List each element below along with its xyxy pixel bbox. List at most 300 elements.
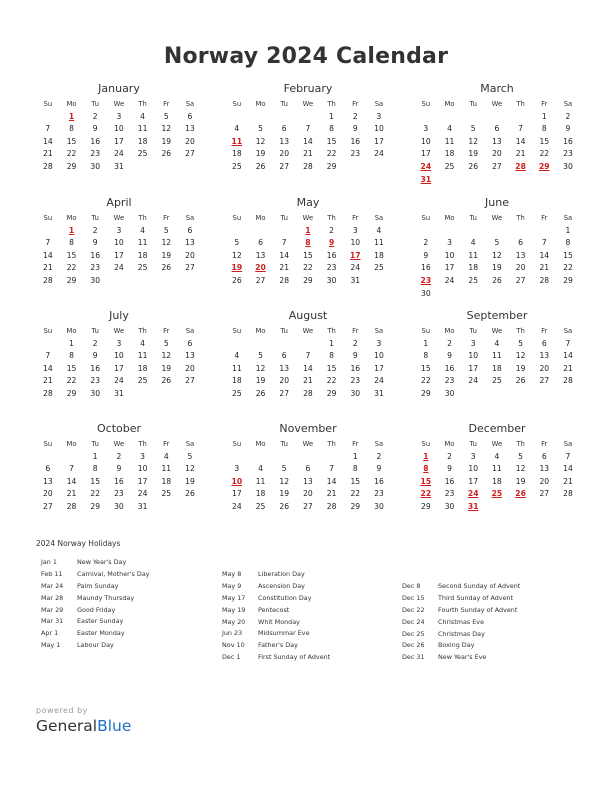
day: 8	[565, 238, 571, 248]
day: 21	[303, 376, 313, 386]
day: 3	[447, 238, 452, 248]
day: 21	[43, 149, 53, 159]
weekday-header: Fr	[541, 327, 548, 335]
weekday-header: We	[113, 100, 125, 108]
day: 8	[69, 238, 74, 248]
day: 17	[114, 250, 124, 260]
weekday-header: Fr	[163, 327, 170, 335]
month-name: September	[466, 309, 528, 322]
day: 30	[326, 275, 337, 285]
weekday-header: Th	[516, 100, 525, 108]
weekday-header: Fr	[163, 100, 170, 108]
day: 13	[43, 476, 53, 486]
day: 27	[515, 275, 526, 285]
holiday-date: Apr 1	[41, 629, 59, 638]
day: 4	[447, 124, 452, 134]
month-name: December	[468, 422, 526, 435]
day: 12	[515, 464, 526, 474]
day: 4	[140, 338, 146, 348]
day: 11	[444, 136, 455, 146]
day: 15	[563, 250, 573, 260]
day: 18	[161, 476, 172, 486]
day: 21	[563, 476, 573, 486]
day: 23	[326, 263, 337, 273]
day: 29	[66, 161, 77, 171]
holiday-row	[402, 605, 592, 617]
day: 9	[92, 124, 98, 134]
day: 15	[90, 476, 101, 486]
day: 2	[447, 338, 452, 348]
day: 9	[92, 238, 98, 248]
holiday-name: Constitution Day	[258, 593, 312, 602]
day: 27	[303, 501, 313, 511]
weekday-header: Tu	[469, 440, 477, 448]
month-name: February	[283, 82, 333, 95]
weekday-header: Mo	[255, 214, 266, 222]
day: 15	[350, 476, 361, 486]
day: 11	[468, 250, 479, 260]
generalblue-logo[interactable]	[36, 717, 131, 735]
day: 13	[279, 136, 290, 146]
weekday-header: Fr	[163, 440, 170, 448]
holiday-row	[402, 617, 592, 629]
day: 29	[350, 501, 361, 511]
day: 26	[515, 376, 526, 386]
day: 11	[492, 464, 502, 474]
day: 3	[352, 225, 358, 235]
day: 11	[492, 351, 502, 361]
month-name: November	[279, 422, 337, 435]
day: 11	[137, 238, 148, 248]
holiday-day: 25	[491, 489, 503, 499]
holiday-date: Dec 15	[402, 593, 425, 602]
day: 7	[45, 351, 51, 361]
day: 2	[329, 225, 335, 235]
day: 28	[66, 501, 77, 511]
day: 20	[515, 263, 526, 273]
holiday-date: May 8	[222, 570, 242, 578]
weekday-header: Su	[43, 327, 53, 335]
weekday-header: Mo	[444, 214, 455, 222]
empty-day	[532, 225, 556, 238]
day: 11	[137, 351, 148, 361]
empty-day	[225, 451, 249, 464]
holiday-date: Nov 10	[222, 641, 245, 650]
day: 24	[468, 376, 479, 386]
day: 26	[232, 275, 242, 285]
empty-day	[36, 338, 60, 351]
day: 20	[43, 489, 53, 499]
day: 27	[539, 376, 550, 386]
day: 18	[255, 489, 266, 499]
day: 16	[421, 263, 431, 273]
holidays-title: 2024 Norway Holidays	[36, 539, 121, 548]
day: 5	[281, 464, 287, 474]
weekday-header: Sa	[563, 327, 573, 335]
day: 6	[494, 124, 500, 134]
day: 17	[374, 363, 384, 373]
day: 12	[255, 136, 266, 146]
day: 8	[541, 124, 547, 134]
day: 1	[69, 338, 74, 348]
day: 27	[492, 161, 502, 171]
day: 19	[255, 149, 266, 159]
day: 7	[281, 238, 287, 248]
holiday-name: Midsummar Eve	[258, 629, 310, 638]
day: 11	[137, 124, 148, 134]
empty-day	[225, 225, 249, 238]
day: 29	[303, 275, 313, 285]
holiday-day: 10	[231, 476, 243, 486]
day: 10	[137, 464, 148, 474]
empty-day	[36, 225, 60, 238]
day: 25	[232, 161, 242, 171]
day: 23	[444, 376, 455, 386]
holiday-name: First Sunday of Advent	[258, 653, 331, 662]
holiday-name: Father's Day	[258, 641, 298, 650]
day: 18	[492, 363, 502, 373]
weekday-header: We	[113, 440, 125, 448]
holiday-date: Dec 22	[402, 605, 425, 614]
day: 31	[137, 501, 148, 511]
holiday-row	[222, 652, 412, 664]
day: 15	[421, 363, 431, 373]
day: 3	[376, 338, 382, 348]
day: 15	[539, 136, 550, 146]
weekday-header: Sa	[185, 214, 195, 222]
day: 20	[185, 250, 195, 260]
day: 2	[352, 111, 358, 121]
day: 2	[352, 338, 358, 348]
holiday-name: Easter Monday	[77, 629, 125, 638]
day: 23	[350, 149, 361, 159]
day: 29	[66, 275, 77, 285]
weekday-header: Mo	[444, 327, 455, 335]
holiday-row	[402, 581, 592, 593]
holiday-day: 17	[349, 250, 361, 260]
weekday-header: Tu	[91, 327, 99, 335]
day: 14	[279, 250, 290, 260]
day: 4	[234, 124, 240, 134]
day: 28	[43, 161, 53, 171]
day: 2	[376, 451, 382, 461]
day: 5	[494, 238, 500, 248]
day: 3	[140, 451, 146, 461]
holiday-day: 1	[68, 111, 75, 121]
holiday-day: 8	[423, 464, 429, 474]
day: 16	[374, 476, 384, 486]
month-name: April	[106, 196, 132, 209]
day: 5	[163, 111, 169, 121]
day: 19	[515, 363, 526, 373]
weekday-header: We	[302, 100, 314, 108]
holiday-day: 31	[420, 174, 432, 184]
weekday-header: Tu	[280, 214, 288, 222]
weekday-header: Tu	[91, 440, 99, 448]
weekday-header: Su	[43, 440, 53, 448]
day: 16	[114, 476, 124, 486]
day: 19	[255, 376, 266, 386]
day: 29	[421, 388, 431, 398]
month-january	[36, 82, 202, 174]
day: 15	[326, 363, 337, 373]
day: 4	[163, 451, 169, 461]
day: 2	[423, 238, 429, 248]
day: 20	[539, 363, 550, 373]
holiday-date: Mar 28	[41, 593, 64, 602]
day: 16	[444, 476, 455, 486]
day: 27	[185, 263, 195, 273]
day: 6	[187, 111, 193, 121]
day: 6	[45, 464, 51, 474]
day: 4	[470, 238, 476, 248]
day: 3	[470, 338, 476, 348]
day: 31	[114, 388, 124, 398]
day: 5	[518, 451, 524, 461]
weekday-header: Th	[516, 214, 525, 222]
weekday-header: Th	[516, 440, 525, 448]
holiday-row	[41, 616, 231, 628]
holiday-day: 26	[515, 489, 526, 499]
day: 25	[161, 489, 172, 499]
weekday-header: Tu	[469, 327, 477, 335]
day: 9	[423, 250, 429, 260]
day: 18	[137, 136, 148, 146]
day: 2	[92, 111, 98, 121]
day: 28	[43, 388, 53, 398]
month-april	[36, 196, 202, 288]
weekday-header: Sa	[185, 440, 195, 448]
holiday-row	[41, 628, 231, 640]
day: 22	[90, 489, 101, 499]
day: 14	[66, 476, 77, 486]
day: 29	[326, 388, 337, 398]
empty-day	[296, 451, 320, 464]
month-november	[225, 422, 391, 514]
empty-day	[272, 111, 296, 124]
day: 13	[279, 363, 290, 373]
day: 23	[114, 489, 124, 499]
empty-day	[296, 111, 320, 124]
day: 20	[492, 149, 502, 159]
day: 28	[563, 489, 573, 499]
day: 26	[255, 388, 266, 398]
weekday-header: Su	[43, 100, 53, 108]
day: 10	[350, 238, 361, 248]
day: 10	[444, 250, 455, 260]
holiday-date: Dec 26	[402, 641, 425, 650]
holiday-day: 23	[420, 275, 432, 285]
day: 16	[350, 136, 361, 146]
day: 24	[114, 376, 124, 386]
day: 11	[161, 464, 172, 474]
month-days-grid	[36, 212, 202, 288]
day: 17	[374, 136, 384, 146]
holiday-name: Fourth Sunday of Advent	[438, 605, 518, 614]
holiday-row	[41, 569, 231, 581]
empty-day	[296, 338, 320, 351]
holiday-row	[41, 581, 231, 593]
day: 14	[43, 250, 53, 260]
day: 26	[468, 161, 479, 171]
day: 26	[161, 263, 172, 273]
day: 13	[185, 124, 195, 134]
weekday-header: Su	[232, 100, 242, 108]
weekday-header: We	[491, 440, 503, 448]
empty-day	[272, 451, 296, 464]
holiday-date: Jun 23	[222, 629, 243, 638]
holiday-name: New Year's Eve	[438, 653, 487, 662]
holiday-day: 1	[423, 451, 429, 461]
day: 28	[279, 275, 290, 285]
day: 20	[279, 149, 290, 159]
holiday-name: Pentecost	[258, 605, 290, 614]
day: 28	[563, 376, 573, 386]
day: 17	[468, 363, 479, 373]
day: 21	[539, 263, 550, 273]
holiday-day: 1	[68, 225, 75, 235]
day: 9	[447, 464, 452, 474]
day: 16	[444, 363, 455, 373]
holiday-date: May 19	[222, 605, 246, 614]
day: 5	[258, 124, 263, 134]
day: 7	[565, 338, 571, 348]
weekday-header: Sa	[374, 440, 384, 448]
holiday-day: 19	[231, 263, 243, 273]
month-days-grid	[414, 325, 580, 401]
day: 16	[326, 250, 337, 260]
holiday-row	[222, 628, 412, 640]
holiday-name: Second Sunday of Advent	[438, 582, 521, 590]
day: 20	[539, 476, 550, 486]
month-days-grid	[36, 98, 202, 174]
day: 25	[137, 376, 148, 386]
weekday-header: Sa	[185, 327, 195, 335]
day: 10	[114, 124, 124, 134]
month-name: January	[98, 82, 140, 95]
day: 6	[281, 351, 287, 361]
day: 25	[468, 275, 479, 285]
weekday-header: Su	[232, 327, 242, 335]
weekday-header: Tu	[469, 214, 477, 222]
day: 10	[468, 351, 479, 361]
day: 14	[563, 464, 573, 474]
holiday-name: Liberation Day	[258, 570, 305, 578]
day: 12	[161, 124, 172, 134]
holiday-date: Dec 24	[402, 617, 425, 626]
day: 6	[305, 464, 311, 474]
day: 7	[305, 124, 311, 134]
day: 17	[421, 149, 431, 159]
day: 12	[185, 464, 195, 474]
day: 8	[352, 464, 358, 474]
weekday-header: Mo	[66, 327, 77, 335]
day: 30	[444, 501, 455, 511]
holiday-date: Mar 29	[41, 605, 64, 614]
day: 28	[303, 388, 313, 398]
month-days-grid	[414, 98, 580, 186]
day: 24	[350, 263, 361, 273]
day: 12	[232, 250, 242, 260]
day: 19	[161, 250, 172, 260]
day: 24	[374, 376, 384, 386]
weekday-header: Su	[43, 214, 53, 222]
empty-day	[225, 111, 249, 124]
empty-day	[485, 225, 509, 238]
holiday-day: 15	[420, 476, 432, 486]
day: 25	[232, 388, 242, 398]
day: 20	[279, 376, 290, 386]
empty-day	[509, 111, 533, 124]
day: 24	[114, 263, 124, 273]
weekday-header: Fr	[352, 327, 359, 335]
holiday-list-col-3	[402, 581, 592, 664]
month-july	[36, 309, 202, 401]
day: 15	[66, 363, 77, 373]
day: 8	[69, 124, 74, 134]
day: 2	[92, 338, 98, 348]
day: 25	[444, 161, 455, 171]
day: 8	[329, 351, 335, 361]
empty-day	[225, 338, 249, 351]
day: 13	[303, 476, 313, 486]
weekday-header: Th	[138, 327, 147, 335]
day: 8	[69, 351, 74, 361]
day: 17	[137, 476, 148, 486]
empty-day	[249, 451, 273, 464]
weekday-header: Mo	[255, 327, 266, 335]
day: 28	[43, 275, 53, 285]
day: 6	[281, 124, 287, 134]
day: 27	[185, 149, 195, 159]
month-december	[414, 422, 580, 514]
empty-day	[438, 111, 462, 124]
day: 17	[468, 476, 479, 486]
holiday-date: Dec 8	[402, 582, 421, 590]
month-days-grid	[414, 438, 580, 514]
day: 12	[492, 250, 502, 260]
day: 9	[352, 124, 358, 134]
holiday-row	[222, 605, 412, 617]
holiday-name: Palm Sunday	[77, 581, 119, 590]
day: 15	[66, 250, 77, 260]
day: 20	[185, 136, 195, 146]
day: 21	[43, 263, 53, 273]
day: 23	[374, 489, 384, 499]
day: 26	[161, 149, 172, 159]
day: 31	[374, 388, 384, 398]
day: 28	[303, 161, 313, 171]
day: 9	[565, 124, 571, 134]
weekday-header: Su	[421, 100, 431, 108]
weekday-header: Su	[421, 214, 431, 222]
holiday-name: New Year's Day	[77, 558, 127, 566]
day: 7	[305, 351, 311, 361]
month-june	[414, 196, 580, 300]
day: 13	[185, 238, 195, 248]
day: 26	[161, 376, 172, 386]
day: 16	[90, 136, 101, 146]
day: 9	[92, 351, 98, 361]
weekday-header: Sa	[563, 100, 573, 108]
day: 30	[421, 288, 431, 298]
day: 22	[326, 376, 337, 386]
day: 19	[515, 476, 526, 486]
day: 15	[66, 136, 77, 146]
weekday-header: Fr	[541, 214, 548, 222]
weekday-header: Th	[138, 440, 147, 448]
empty-day	[509, 225, 533, 238]
